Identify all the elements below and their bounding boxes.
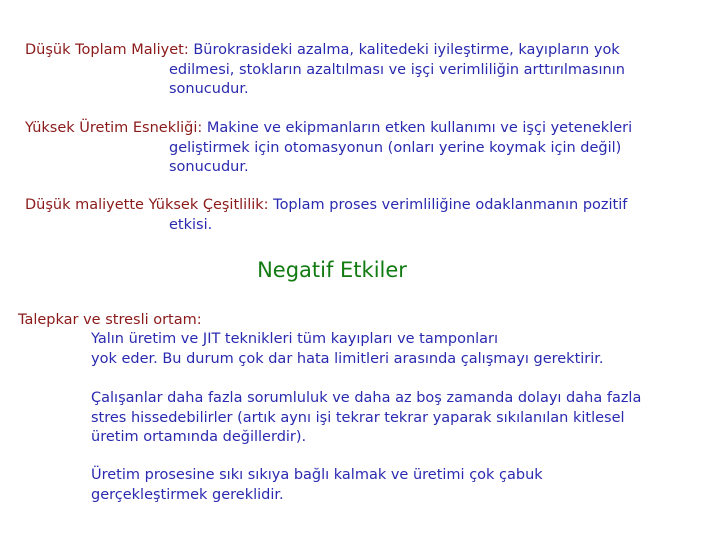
item-description-line: sonucudur. — [169, 81, 249, 97]
item-description-line: geliştirmek için otomasyonun (onları yerine koymak için değil) — [169, 139, 622, 156]
item-term: Yüksek Üretim Esnekliği: — [25, 120, 203, 136]
item-description-line: Makine ve ekipmanların etken kullanımı ve işçi yetenekleri — [206, 120, 633, 136]
paragraph-line: yok eder. Bu durum çok dar hata limitleri arasında çalışmayı gerektirir. — [91, 350, 604, 367]
item-description-line: sonucudur. — [169, 159, 249, 175]
item-high-variety-low-cost — [25, 196, 627, 235]
item-low-total-cost — [25, 41, 625, 100]
paragraph — [91, 466, 543, 505]
item-term: Düşük maliyette Yüksek Çeşitlilik: — [25, 197, 269, 213]
paragraph-line: stres hissedebilirler (artık aynı işi tekrar tekrar yaparak sıkılanılan kitlesel — [91, 409, 625, 426]
paragraph-line: Çalışanlar daha fazla sorumluluk ve daha az boş zamanda dolayı daha fazla — [91, 390, 642, 406]
item-description-line: Toplam proses verimliliğine odaklanmanın pozitif — [273, 197, 628, 213]
negative-title: Talepkar ve stresli ortam: — [18, 312, 202, 328]
section-heading: Negatif Etkiler — [257, 258, 407, 282]
item-description-line: edilmesi, stokların azaltılması ve işçi verimliliğin arttırılmasının — [169, 61, 625, 78]
paragraph-line: gerçekleştirmek gereklidir. — [91, 486, 284, 503]
paragraph — [91, 330, 604, 369]
paragraph-line: Yalın üretim ve JIT teknikleri tüm kayıpları ve tamponları — [91, 331, 499, 347]
item-description-line: etkisi. — [169, 216, 213, 233]
item-high-production-flexibility — [25, 119, 632, 178]
paragraph-line: Üretim prosesine sıkı sıkıya bağlı kalmak ve üretimi çok çabuk — [91, 467, 543, 483]
paragraph-line: üretim ortamında değillerdir). — [91, 429, 307, 445]
item-term: Düşük Toplam Maliyet: — [25, 42, 189, 58]
paragraph — [91, 389, 641, 448]
item-description-line: Bürokrasideki azalma, kalitedeki iyileştirme, kayıpların yok — [193, 42, 620, 58]
